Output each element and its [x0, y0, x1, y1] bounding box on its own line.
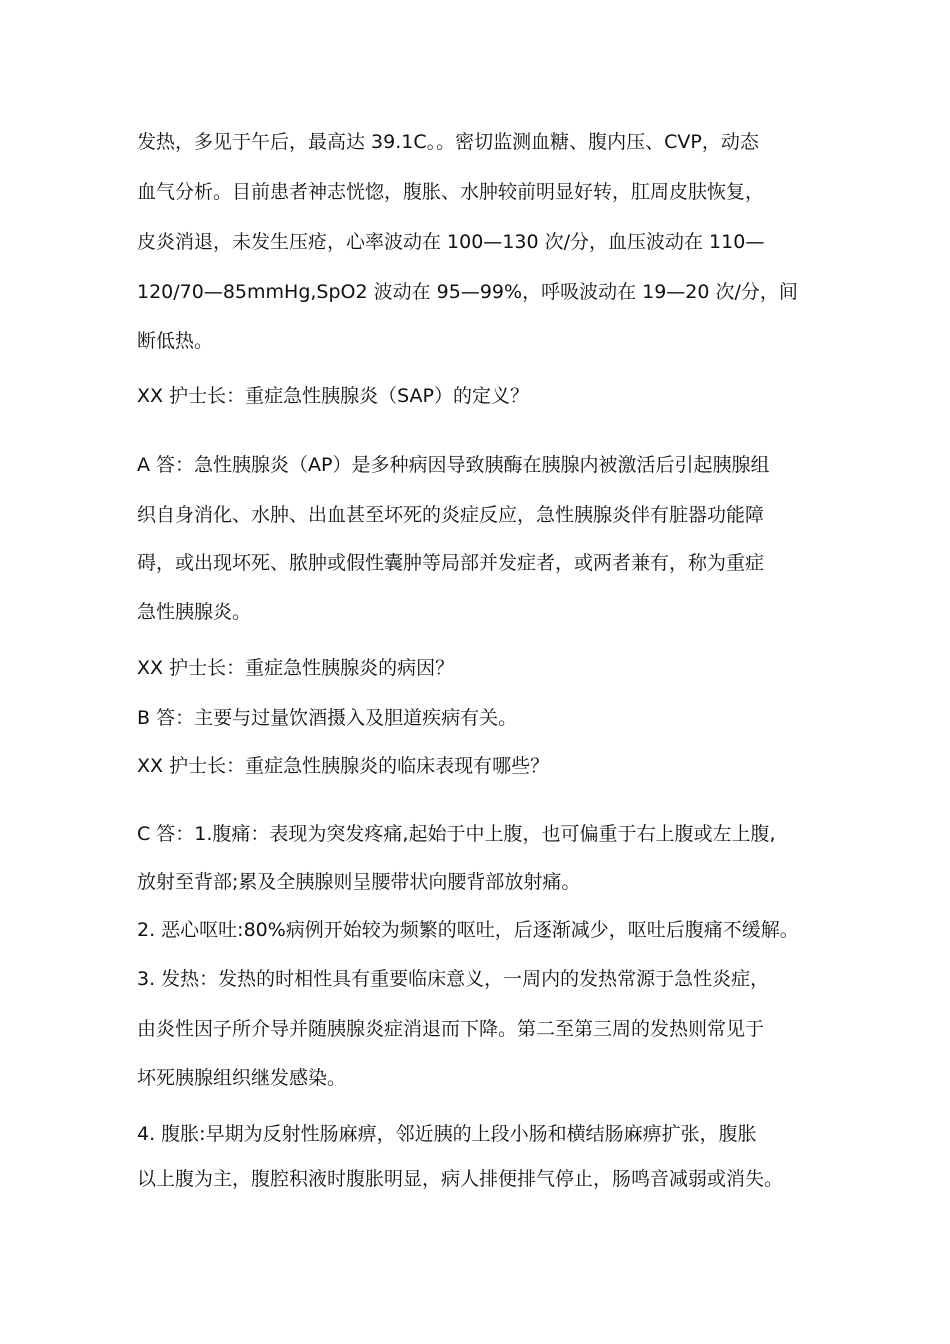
- text-line: 血气分析。目前患者神志恍惚，腹胀、水肿较前明显好转，肛周皮肤恢复，: [137, 181, 765, 203]
- answer-line: 2. 恶心呕吐:80%病例开始较为频繁的呕吐，后逐渐减少，呕吐后腹痛不缓解。: [137, 919, 799, 941]
- answer-line: A 答：急性胰腺炎（AP）是多种病因导致胰酶在胰腺内被激活后引起胰腺组: [137, 454, 770, 476]
- answer-line: 急性胰腺炎。: [137, 601, 252, 623]
- answer-line: 3. 发热：发热的时相性具有重要临床意义，一周内的发热常源于急性炎症，: [137, 968, 770, 990]
- answer-line: C 答：1.腹痛：表现为突发疼痛,起始于中上腹，也可偏重于右上腹或左上腹,: [137, 823, 776, 845]
- text-line: 120/70—85mmHg,SpO2 波动在 95—99%，呼吸波动在 19—20 次/分，间: [137, 281, 798, 303]
- question-line: XX 护士长：重症急性胰腺炎（SAP）的定义？: [137, 385, 529, 407]
- answer-line: 4. 腹胀:早期为反射性肠麻痹，邻近胰的上段小肠和横结肠麻痹扩张，腹胀: [137, 1123, 757, 1145]
- question-line: XX 护士长：重症急性胰腺炎的病因？: [137, 657, 455, 679]
- question-line: XX 护士长：重症急性胰腺炎的临床表现有哪些？: [137, 755, 550, 777]
- text-line: 发热，多见于午后，最高达 39.1C。。密切监测血糖、腹内压、CVP，动态: [137, 131, 759, 153]
- text-line: 皮炎消退，未发生压疮，心率波动在 100—130 次/分，血压波动在 110—: [137, 231, 765, 253]
- answer-line: 由炎性因子所介导并随胰腺炎症消退而下降。第二至第三周的发热则常见于: [137, 1018, 765, 1040]
- answer-line: 织自身消化、水肿、出血甚至坏死的炎症反应，急性胰腺炎伴有脏器功能障: [137, 504, 765, 526]
- answer-line: 坏死胰腺组织继发感染。: [137, 1067, 347, 1089]
- answer-line: 放射至背部;累及全胰腺则呈腰带状向腰背部放射痛。: [137, 871, 581, 893]
- answer-line: 碍，或出现坏死、脓肿或假性囊肿等局部并发症者，或两者兼有，称为重症: [137, 552, 765, 574]
- answer-line: 以上腹为主，腹腔积液时腹胀明显，病人排便排气停止，肠鸣音减弱或消失。: [137, 1168, 784, 1190]
- text-line: 断低热。: [137, 330, 214, 352]
- answer-line: B 答：主要与过量饮酒摄入及胆道疾病有关。: [137, 707, 518, 729]
